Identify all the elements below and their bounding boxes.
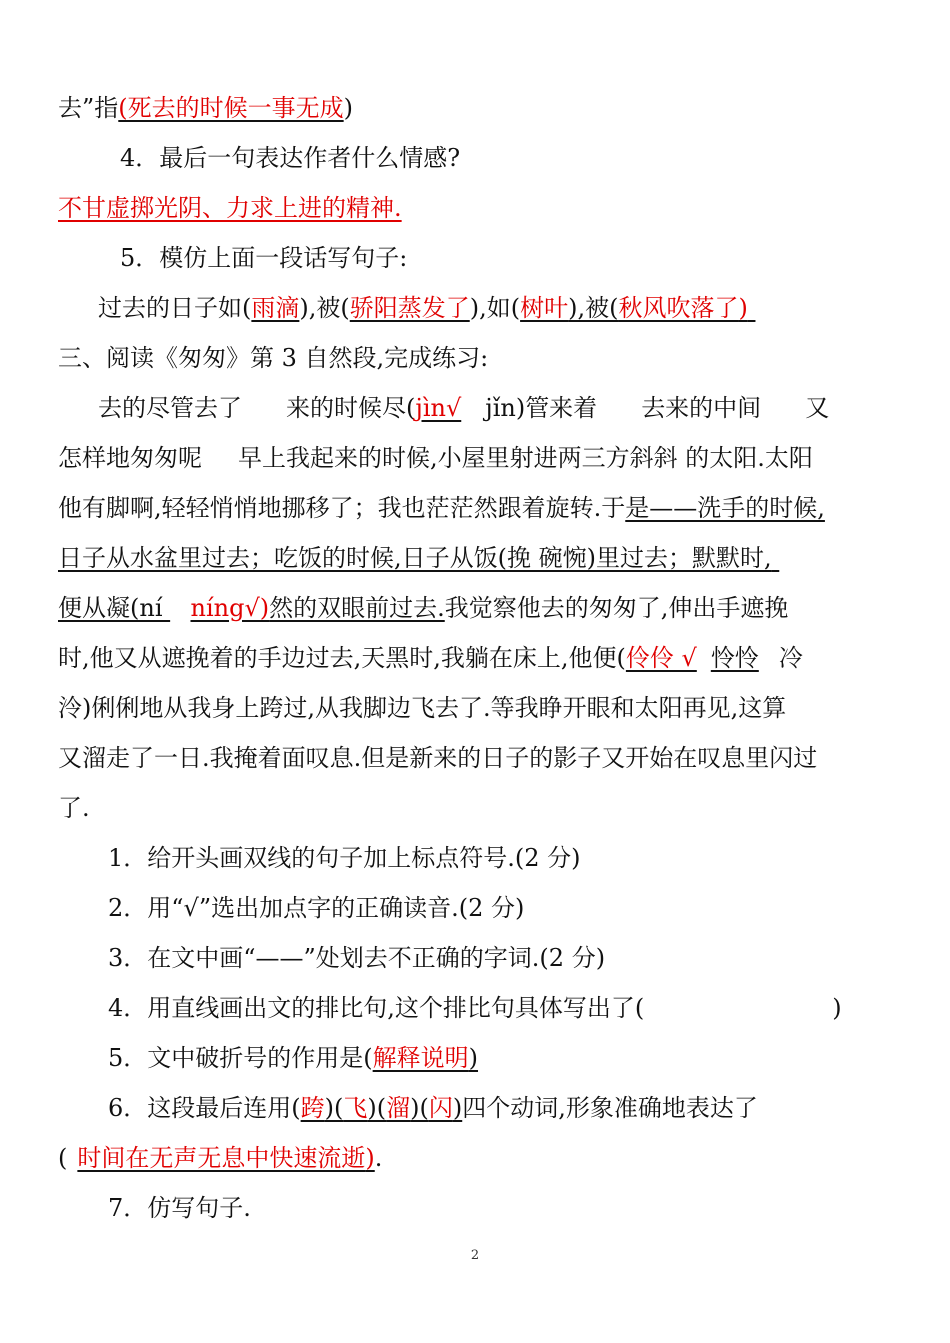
text: 早上我起来的时候,小屋里射进两三方斜斜 的太阳.太阳 xyxy=(238,444,813,472)
text: 去来的中间 xyxy=(641,394,762,422)
text: jǐn)管来着 xyxy=(485,394,598,422)
passage-line-8: 又溜走了一日.我掩着面叹息.但是新来的日子的影子又开始在叹息里闪过 xyxy=(58,744,818,772)
text: ( xyxy=(58,1144,68,1172)
answer-line-1 xyxy=(58,93,353,123)
text: ) xyxy=(343,94,354,122)
exercise-2: 2．用“√”选出加点字的正确读音.(2 分) xyxy=(108,894,525,922)
text: 怎样地匆匆呢 xyxy=(58,444,202,472)
underlined-text: 然的双眼前过去. xyxy=(269,594,445,622)
page-number: 2 xyxy=(470,1248,480,1263)
answer-text: 秋风吹落了 xyxy=(618,294,739,322)
answer-text: 树叶 xyxy=(520,294,569,322)
text: )( xyxy=(367,1094,387,1122)
text: 去”指 xyxy=(58,94,119,122)
text: 又 xyxy=(805,394,830,422)
answer-text: 不甘虚掷光阴、力求上进的精神. xyxy=(58,194,402,222)
text: 5．文中破折号的作用是( xyxy=(108,1044,373,1072)
answer-text: 伶伶 √ xyxy=(625,644,697,672)
question-5: 5．模仿上面一段话写句子: xyxy=(120,244,408,272)
passage-line-6 xyxy=(58,643,803,673)
text: ),被( xyxy=(568,294,619,322)
answer-text: 飞 xyxy=(343,1094,368,1122)
answer-text: 时间在无声无息中快速流逝 xyxy=(77,1144,366,1172)
underlined-text: 日子从水盆里过去；吃饭的时候,日子从饭(挽 碗惋)里过去；默默时, xyxy=(58,544,772,572)
answer-5 xyxy=(98,293,796,323)
passage-line-1 xyxy=(98,393,829,423)
answer-text: 闪 xyxy=(428,1094,453,1122)
text: ) xyxy=(365,1144,375,1172)
underlined-text: 便从凝(ní xyxy=(58,594,163,622)
text: 来的时候尽( xyxy=(286,394,416,422)
blank xyxy=(748,293,796,323)
answer-text: 跨 xyxy=(300,1094,325,1122)
answer-text: 解释说明 xyxy=(372,1044,469,1072)
exercise-1: 1．给开头画双线的句子加上标点符号.(2 分) xyxy=(108,844,581,872)
text: 去的尽管去了 xyxy=(98,394,242,422)
text: . xyxy=(374,1144,383,1172)
exercise-7: 7．仿写句子. xyxy=(108,1194,251,1222)
text: 他有脚啊,轻轻悄悄地挪移了；我也茫茫然跟着旋转.于 xyxy=(58,494,626,522)
answer-text: 雨滴 xyxy=(251,294,300,322)
passage-line-3 xyxy=(58,493,825,523)
passage-line-7: 泠)俐俐地从我身上跨过,从我脚边飞去了.等我睁开眼和太阳再见,这算 xyxy=(58,694,787,722)
answer-text: 骄阳蒸发了 xyxy=(349,294,470,322)
answer-text: níng√) xyxy=(190,594,270,622)
text: ),被( xyxy=(299,294,350,322)
answer-text: 溜 xyxy=(386,1094,411,1122)
answer-text: jìn√ xyxy=(415,394,462,422)
text: )( xyxy=(410,1094,429,1122)
text: ),如( xyxy=(469,294,521,322)
underlined-text: 是——洗手的时候, xyxy=(625,494,825,522)
passage-line-5 xyxy=(58,593,788,623)
text: ) xyxy=(468,1044,479,1072)
exercise-6-answer xyxy=(58,1143,382,1173)
text: ) xyxy=(738,294,748,322)
text: 4．用直线画出文的排比句,这个排比句具体写出了( xyxy=(108,994,645,1022)
text: 四个动词,形象准确地表达了 xyxy=(462,1094,758,1122)
exercise-5 xyxy=(108,1043,478,1073)
passage-line-2 xyxy=(58,443,813,473)
exercise-4 xyxy=(108,993,842,1023)
blank xyxy=(772,543,820,573)
text: ) xyxy=(452,1094,463,1122)
text: )( xyxy=(324,1094,344,1122)
answer-4 xyxy=(58,193,402,223)
text: 我觉察他去的匆匆了,伸出手遮挽 xyxy=(444,594,789,622)
passage-line-4 xyxy=(58,543,820,573)
text: 怜怜 xyxy=(710,644,759,672)
text: 冷 xyxy=(778,644,803,672)
text: ) xyxy=(832,994,842,1022)
question-4: 4．最后一句表达作者什么情感? xyxy=(120,144,461,172)
text: 过去的日子如( xyxy=(98,294,252,322)
exercise-6 xyxy=(108,1093,758,1123)
passage-line-9: 了. xyxy=(58,794,90,822)
section-heading: 三、阅读《匆匆》第 3 自然段,完成练习: xyxy=(58,344,489,372)
text: 6．这段最后连用( xyxy=(108,1094,301,1122)
exercise-3: 3．在文中画“——”处划去不正确的字词.(2 分) xyxy=(108,944,606,972)
answer-text: (死去的时候一事无成 xyxy=(118,94,344,122)
text: 时,他又从遮挽着的手边过去,天黑时,我躺在床上,他便( xyxy=(58,644,626,672)
